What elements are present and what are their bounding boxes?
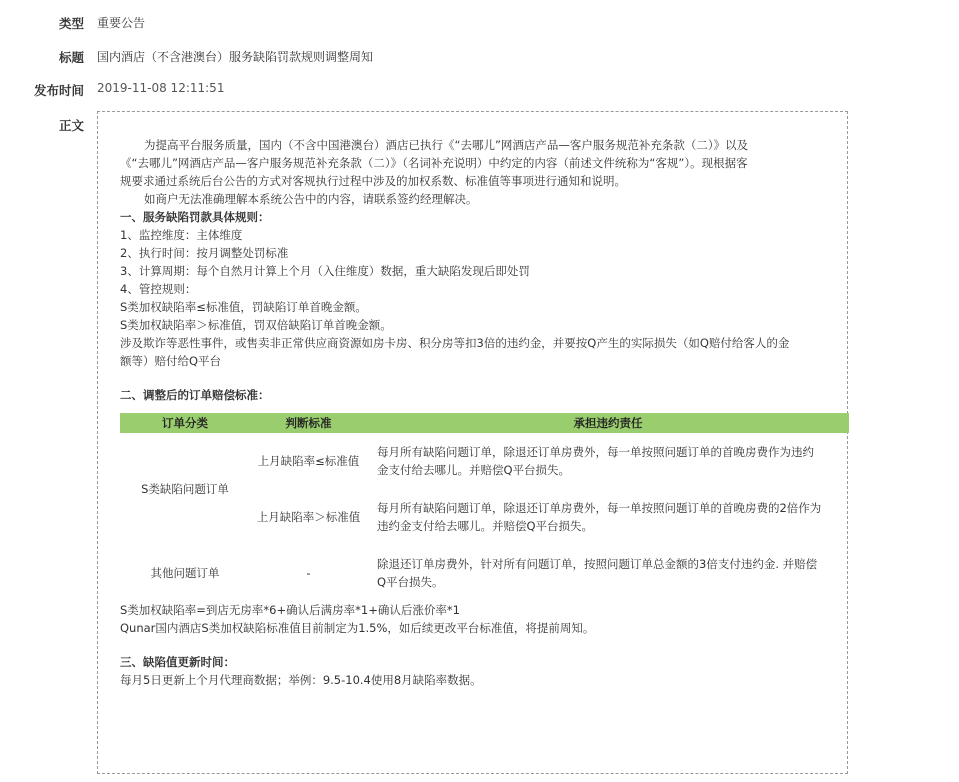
intro-line: 规要求通过系统后台公告的方式对客规执行过程中涉及的加权系数、标准值等事项进行通知和说明。 (120, 174, 626, 188)
table-row (120, 433, 849, 489)
table-row (120, 545, 849, 601)
section1-title: 一、服务缺陷罚款具体规则： (120, 210, 270, 224)
responsibility-line: 每月所有缺陷问题订单，除退还订单房费外，每一单按照问题订单的首晚房费的2倍作为 (377, 501, 822, 515)
intro-line: 为提高平台服务质量，国内（不含中国港澳台）酒店已执行《“去哪儿”网酒店产品—客户服务规范补充条款（二）》以及 (144, 138, 749, 152)
type-label: 类型 (58, 16, 84, 31)
other-category-cell: 其他问题订单 (150, 566, 220, 580)
title-value: 国内酒店（不含港澳台）服务缺陷罚款规则调整周知 (97, 50, 374, 64)
responsibility-cell (367, 489, 849, 545)
table-header-row (120, 413, 849, 433)
intro-contact-note: 如商户无法准确理解本系统公告中的内容，请联系签约经理解决。 (144, 192, 478, 206)
s-category-cell: S类缺陷问题订单 (141, 482, 229, 496)
responsibility-cell (367, 545, 849, 601)
criteria-cell: - (306, 566, 311, 580)
responsibility-line: Q平台损失。 (377, 575, 444, 589)
rule-item: 2、执行时间：按月调整处罚标准 (120, 246, 289, 260)
rule-item: S类加权缺陷率＞标准值，罚双倍缺陷订单首晚金额。 (120, 318, 392, 332)
body-label: 正文 (58, 118, 84, 133)
section3-title: 三、缺陷值更新时间： (120, 655, 235, 669)
title-label: 标题 (58, 50, 84, 65)
penalty-table (120, 413, 849, 601)
responsibility-line: 每月所有缺陷问题订单，除退还订单房费外，每一单按照问题订单的首晚房费作为违约 (377, 445, 814, 459)
rule-item: 4、管控规则： (120, 282, 197, 296)
responsibility-line: 金支付给去哪儿。并赔偿Q平台损失。 (377, 463, 571, 477)
responsibility-line: 违约金支付给去哪儿。并赔偿Q平台损失。 (377, 519, 594, 533)
time-value: 2019-11-08 12:11:51 (97, 81, 225, 95)
section2-title: 二、调整后的订单赔偿标准： (120, 388, 270, 402)
formula-text: S类加权缺陷率=到店无房率*6+确认后满房率*1+确认后涨价率*1 (120, 603, 460, 617)
time-label: 发布时间 (33, 83, 84, 98)
header-criteria: 判断标准 (250, 413, 367, 433)
responsibility-cell (367, 433, 849, 489)
fraud-rule: 额等）赔付给Q平台 (120, 354, 222, 368)
rule-item: 1、监控维度：主体维度 (120, 228, 243, 242)
section3-text: 每月5日更新上个月代理商数据；举例：9.5-10.4使用8月缺陷率数据。 (120, 673, 482, 687)
rule-item: S类加权缺陷率≤标准值，罚缺陷订单首晚金额。 (120, 300, 367, 314)
criteria-cell: 上月缺陷率≤标准值 (257, 454, 360, 468)
announcement-content (120, 136, 832, 689)
standard-note: Qunar国内酒店S类加权缺陷标准值目前制定为1.5%，如后续更改平台标准值，将提前周知。 (120, 621, 595, 635)
criteria-cell: 上月缺陷率＞标准值 (256, 510, 361, 524)
header-order-category: 订单分类 (120, 413, 250, 433)
type-value: 重要公告 (97, 16, 146, 30)
announcement-body (97, 111, 848, 774)
fraud-rule: 涉及欺诈等恶性事件，或售卖非正常供应商资源如房卡房、积分房等扣3倍的违约金，并要按Q产生的实际损失（如Q赔付给客人的金 (120, 336, 790, 350)
responsibility-line: 除退还订单房费外，针对所有问题订单，按照问题订单总金额的3倍支付违约金. 并赔偿 (377, 557, 818, 571)
header-responsibility: 承担违约责任 (367, 413, 849, 433)
intro-line: 《“去哪儿”网酒店产品—客户服务规范补充条款（二）》（名词补充说明）中约定的内容（前述文件统称为“客规”）。现根据客 (120, 156, 748, 170)
rule-item: 3、计算周期：每个自然月计算上个月（入住维度）数据，重大缺陷发现后即处罚 (120, 264, 530, 278)
